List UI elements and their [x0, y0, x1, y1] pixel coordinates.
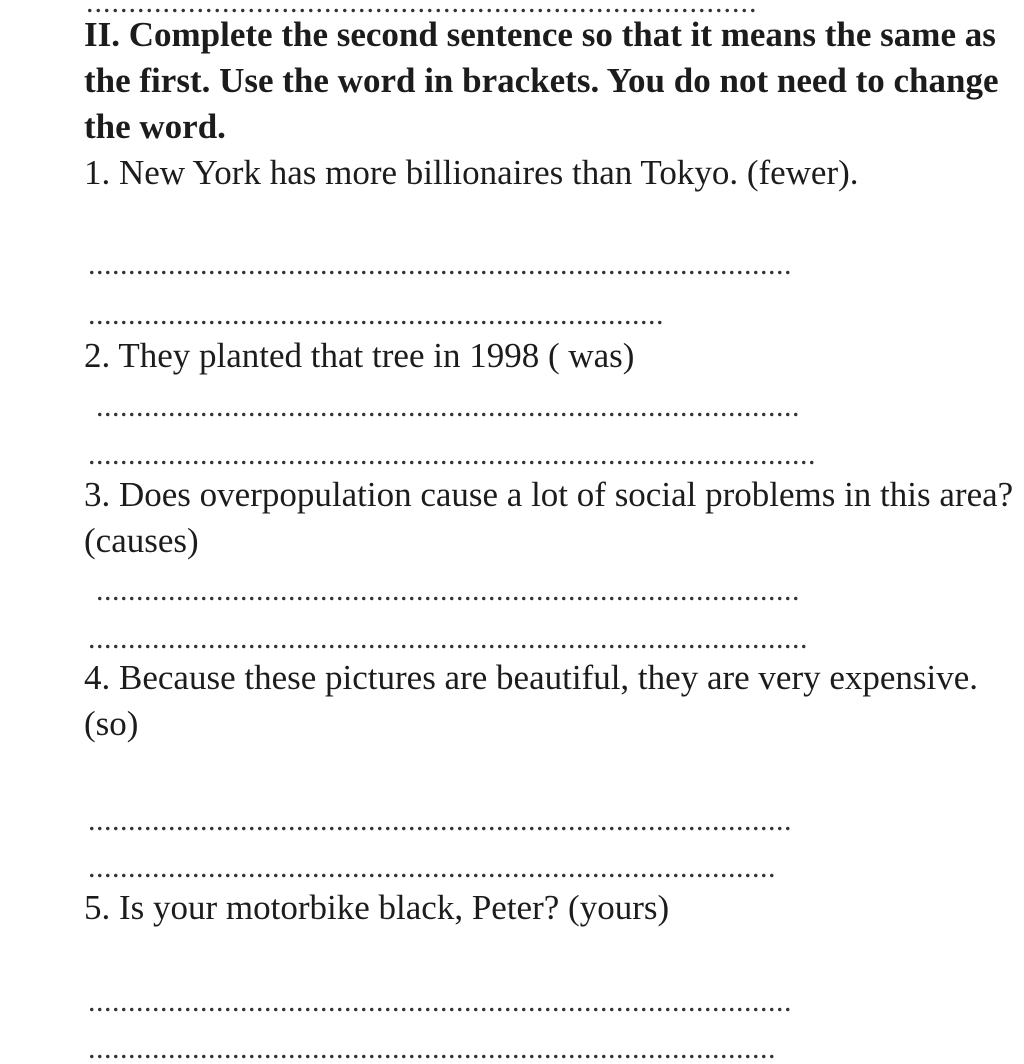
answer-line-3b: .......................................................................................... [88, 624, 808, 654]
question-3: 3. Does overpopulation cause a lot of social problems in this area? (causes) [84, 475, 1014, 560]
question-2: 2. They planted that tree in 1998 ( was) [84, 336, 635, 375]
answer-line-2a: ........................................................................................ [96, 392, 800, 422]
answer-line-1b: ........................................................................ [88, 300, 664, 330]
question-5: 5. Is your motorbike black, Peter? (yours) [84, 888, 670, 927]
answer-line-4a: ........................................................................................ [88, 806, 792, 836]
answer-line-5b: ...................................................................................... [88, 1034, 776, 1064]
answer-line-3a: ........................................................................................ [96, 576, 800, 606]
exercise-heading: II. Complete the second sentence so that it means the same as the first. Use the word in brackets. You do not need to change the word. [84, 15, 999, 146]
top-dotted-line: ............................................................................... [86, 0, 758, 19]
question-4: 4. Because these pictures are beautiful, they are very expensive. (so) [84, 658, 979, 743]
question-1: 1. New York has more billionaires than Tokyo. (fewer). [84, 153, 859, 192]
answer-line-1a: ........................................................................................ [88, 250, 792, 280]
answer-line-2b: ........................................................................................... [88, 440, 816, 470]
answer-line-4b: ...................................................................................... [88, 853, 776, 883]
answer-line-5a: ........................................................................................ [88, 987, 792, 1017]
